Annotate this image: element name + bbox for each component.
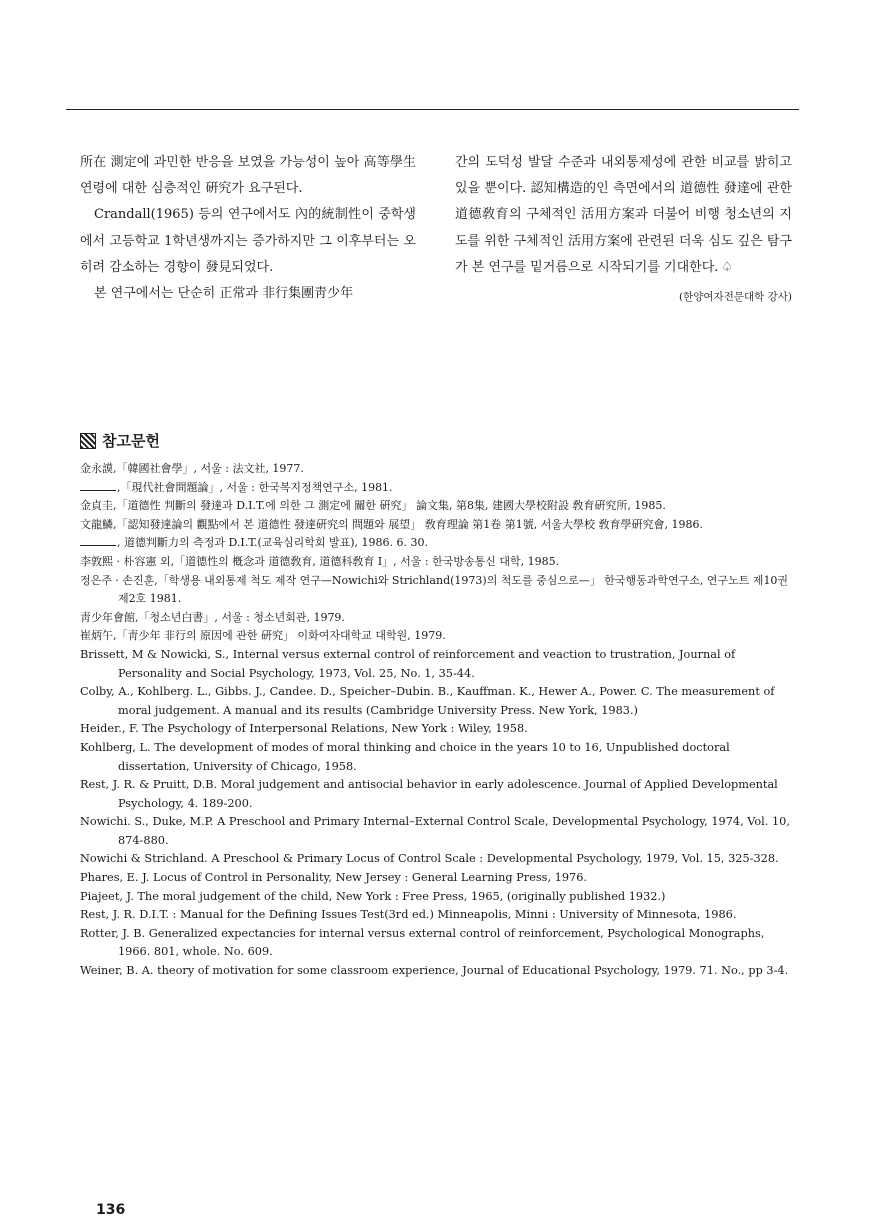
reference-text: ,「現代社會問題論」, 서울 : 한국복지정책연구소, 1981. — [117, 480, 393, 494]
reference-text: 李敦熙 · 朴容憲 외,「道德性의 槪念과 道德敎育, 道德科敎育 Ⅰ」, 서울 : 한국방송통신 대학, 1985. — [80, 554, 560, 568]
reference-item — [80, 813, 793, 850]
body-paragraph: Crandall(1965) 등의 연구에서도 內的統制性이 중학생에서 고등학교 1학년생까지는 증가하지만 그 이후부터는 오히려 감소하는 경향이 發見되었다. — [80, 207, 416, 275]
reference-item — [80, 906, 793, 925]
references-list — [80, 460, 793, 981]
reference-text: Brissett, M & Nowicki, S., Internal versus external control of reinforcement and veaction to trustration, Journal of Personality and Social Psychology, 1973, Vol. 25, No. 1, 35-44. — [80, 647, 736, 680]
reference-item — [80, 534, 793, 553]
reference-item — [80, 497, 793, 516]
reference-text: Colby, A., Kohlberg. L., Gibbs. J., Candee. D., Speicher–Dubin. B., Kauffman. K., Hewer A., Power. C. The measurement of moral judgement. A manual and its results (Cambridge University Press. New York, 1983.) — [80, 685, 775, 717]
reference-item — [80, 869, 793, 888]
references-heading-text: 참고문헌 — [102, 432, 160, 450]
reference-item — [80, 516, 793, 535]
body-paragraph: 所在 測定에 과민한 반응을 보였을 가능성이 높아 高等學生 연령에 대한 심층적인 硏究가 요구된다. — [80, 155, 416, 197]
reference-item — [80, 479, 793, 498]
body-paragraph — [455, 150, 792, 281]
reference-text: Kohlberg, L. The development of modes of moral thinking and choice in the years 10 to 16, Unpublished doctoral dissertation, University of Chicago, 1958. — [80, 740, 730, 773]
reference-item — [80, 776, 793, 813]
reference-text: Rest, J. R. & Pruitt, D.B. Moral judgement and antisocial behavior in early adolescence. Journal of Applied Developmental Psychology, 4. 189-200. — [80, 778, 778, 810]
body-paragraph: 본 연구에서는 단순히 正常과 非行集團靑少年 — [94, 286, 354, 302]
reference-item — [80, 609, 793, 628]
reference-item — [80, 850, 793, 869]
reference-text: 文龍鱗,「認知發達論의 觀點에서 본 道德性 發達硏究의 問題와 展望」 敎育理論 第1卷 第1號, 서울大學校 敎育學硏究會, 1986. — [80, 517, 703, 531]
reference-item — [80, 720, 793, 739]
reference-text: Nowichi & Strichland. A Preschool & Primary Locus of Control Scale : Developmental Psychology, 1979, Vol. 15, 325-328. — [80, 852, 779, 866]
reference-item — [80, 962, 793, 981]
reference-text: Nowichi. S., Duke, M.P. A Preschool and Primary Internal–External Control Scale, Developmental Psychology, 1974, Vol. 10, 874-880. — [80, 815, 790, 847]
end-mark-icon: ♤ — [721, 259, 734, 275]
reference-text: 靑少年會館,「청소년白書」, 서울 : 청소년회관, 1979. — [80, 610, 345, 624]
body-left-column — [80, 150, 416, 307]
reference-item — [80, 925, 793, 962]
reference-item — [80, 683, 793, 720]
reference-text: 정은주 · 손진훈,「학생용 내외통제 척도 제작 연구—Nowichi와 Strichland(1973)의 척도를 중심으로—」 한국행동과학연구소, 연구노트 제10권 제2호 1981. — [80, 573, 789, 606]
reference-item — [80, 460, 793, 479]
page-number: 136 — [96, 1202, 126, 1218]
reference-text: 金貞圭,「道德性 判斷의 發達과 D.I.T.에 의한 그 測定에 關한 硏究」 論文集, 第8集, 建國大學校附設 敎育硏究所, 1985. — [80, 499, 666, 513]
hatched-square-icon — [80, 433, 96, 449]
reference-text: Rotter, J. B. Generalized expectancies for internal versus external control of reinforcement, Psychological Monographs, 1966. 801, whole. No. 609. — [80, 926, 765, 959]
reference-text: Rest, J. R. D.I.T. : Manual for the Defining Issues Test(3rd ed.) Minneapolis, Minni : University of Minnesota, 1986. — [80, 908, 737, 922]
reference-item — [80, 646, 793, 683]
author-affiliation: (한양여자전문대학 강사) — [679, 291, 792, 304]
body-paragraph-text: 간의 도덕성 발달 수준과 내외통제성에 관한 비교를 밝히고 있을 뿐이다. 認知構造的인 측면에서의 道德性 發達에 관한 道德敎育의 구체적인 活用方案과 더불어 비행 청소년의 지도를 위한 구체적인 活用方案에 관련된 더욱 심도 깊은 탐구가 본 연구를 밑거름으로 시작되기를 기대한다. — [455, 155, 792, 275]
header-rule — [66, 109, 799, 110]
reference-text: Heider., F. The Psychology of Interpersonal Relations, New York : Wiley, 1958. — [80, 722, 528, 736]
reference-item — [80, 888, 793, 907]
body-right-column — [455, 150, 792, 307]
reference-text: Weiner, B. A. theory of motivation for some classroom experience, Journal of Educational Psychology, 1979. 71. No., pp 3-4. — [80, 964, 789, 978]
reference-text: 金永謨,「韓國社會學」, 서울 : 法文社, 1977. — [80, 462, 304, 475]
reference-text: Piajeet, J. The moral judgement of the child, New York : Free Press, 1965, (originally published 1932.) — [80, 889, 666, 903]
reference-item — [80, 739, 793, 776]
reference-item — [80, 572, 793, 609]
reference-item — [80, 553, 793, 572]
reference-text: 崔炳午,「靑少年 非行의 原因에 관한 硏究」 이화여자대학교 대학원, 1979. — [80, 629, 446, 643]
ditto-blank-line — [80, 535, 116, 546]
ditto-blank-line — [80, 480, 116, 491]
reference-text: Phares, E. J. Locus of Control in Personality, New Jersey : General Learning Press, 1976. — [80, 871, 587, 885]
reference-item — [80, 627, 793, 646]
reference-text: , 道德判斷力의 측정과 D.I.T.(교육심리학회 발표), 1986. 6. 30. — [117, 536, 429, 550]
references-heading — [80, 430, 160, 451]
